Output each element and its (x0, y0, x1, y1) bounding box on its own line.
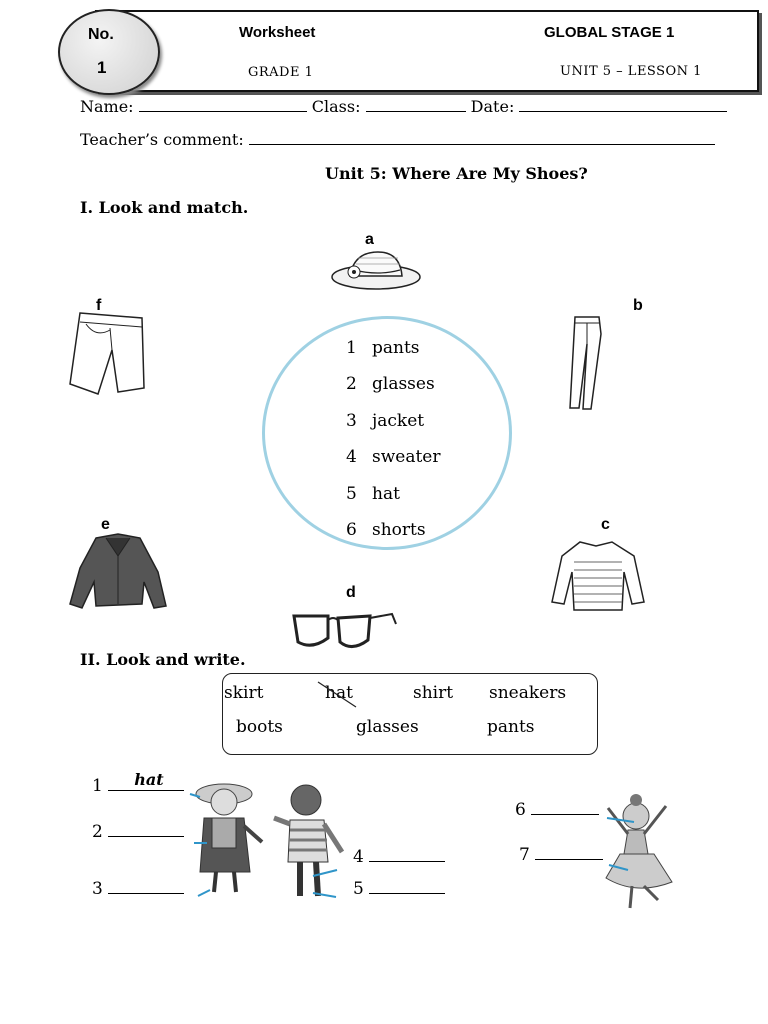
bank-word-sneakers: sneakers (489, 683, 567, 703)
answer-1-field[interactable]: hat (108, 774, 184, 791)
word-item: 1 pants (346, 338, 420, 358)
bank-word-pants: pants (487, 717, 535, 737)
bank-word-skirt: skirt (224, 683, 264, 703)
letter-b: b (633, 297, 643, 314)
letter-f: f (96, 297, 102, 314)
word-list (346, 330, 441, 548)
sweater-picture (550, 536, 646, 616)
word-item: 5 hat (346, 483, 400, 504)
girl-with-hat-picture (188, 776, 268, 900)
class-field[interactable] (366, 97, 466, 112)
header-box (95, 10, 759, 92)
answer-1: 1 hat (92, 774, 184, 796)
word-item: 3 jacket (346, 410, 425, 431)
letter-c: c (601, 516, 610, 533)
dancing-girl-picture (596, 792, 680, 912)
word-item: 6 shorts (346, 520, 426, 541)
teacher-comment-field[interactable] (249, 130, 715, 145)
no-value: 1 (97, 58, 107, 77)
shorts-picture (66, 310, 150, 402)
answer-6: 6 (515, 798, 599, 820)
answer-7: 7 (519, 843, 603, 865)
no-label: No. (88, 26, 114, 43)
date-field[interactable] (519, 97, 727, 112)
jacket-picture (66, 532, 170, 614)
answer-2-field[interactable] (108, 820, 184, 837)
pants-picture (555, 314, 619, 412)
glasses-picture (288, 600, 400, 654)
number-badge (58, 9, 160, 95)
teacher-comment-line (80, 130, 715, 149)
answer-5-field[interactable] (369, 877, 445, 894)
letter-e: e (101, 516, 110, 533)
answer-3-field[interactable] (108, 877, 184, 894)
unit-title: Unit 5: Where Are My Shoes? (325, 164, 588, 183)
answer-2: 2 (92, 820, 184, 842)
word-item: 4 sweater (346, 447, 441, 468)
name-field[interactable] (139, 97, 307, 112)
section1-title: I. Look and match. (80, 198, 249, 217)
crossed-out-mark (316, 680, 360, 710)
bank-word-glasses: glasses (356, 717, 419, 737)
unit-lesson-label: UNIT 5 – LESSON 1 (560, 64, 702, 79)
teacher-comment-label: Teacher’s comment: (80, 130, 244, 149)
letter-a: a (365, 231, 374, 248)
answer-6-field[interactable] (531, 798, 599, 815)
letter-d: d (346, 584, 356, 601)
grade-label: GRADE 1 (248, 65, 314, 80)
worksheet-label: Worksheet (239, 24, 316, 41)
word-item: 2 glasses (346, 374, 435, 395)
student-info-line (80, 97, 727, 116)
answer-5: 5 (353, 877, 445, 899)
answer-7-field[interactable] (535, 843, 603, 860)
section2-title: II. Look and write. (80, 650, 246, 669)
bank-word-boots: boots (236, 717, 283, 737)
answer-3: 3 (92, 877, 184, 899)
date-label: Date: (470, 97, 515, 116)
answer-4: 4 (353, 845, 445, 867)
boy-picture (272, 782, 352, 902)
stage-label: GLOBAL STAGE 1 (544, 24, 675, 41)
hat-picture (328, 246, 424, 294)
bank-word-hat: hat (325, 683, 353, 703)
name-label: Name: (80, 97, 134, 116)
bank-word-shirt: shirt (413, 683, 454, 703)
answer-4-field[interactable] (369, 845, 445, 862)
class-label: Class: (311, 97, 361, 116)
